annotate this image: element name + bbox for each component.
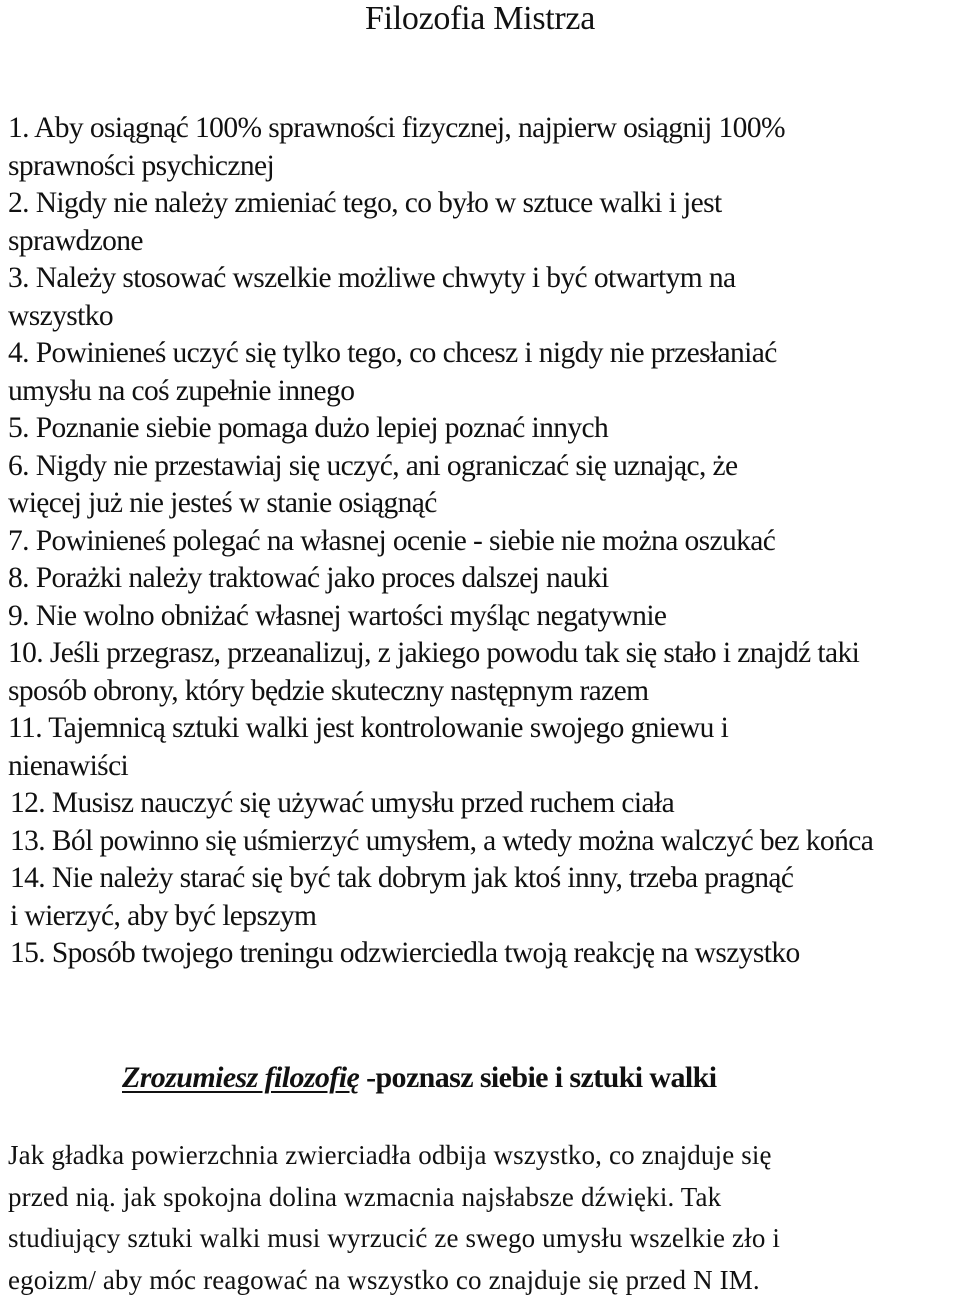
rule-item-continuation: sprawdzone [8, 223, 960, 261]
rule-item-continuation: umysłu na coś zupełnie innego [8, 373, 960, 411]
paragraph-line: Jak gładka powierzchnia zwierciadła odbija wszystko, co znajduje się [8, 1135, 960, 1177]
paragraph-line: egoizm/ aby móc reagować na wszystko co znajduje się przed N IM. [8, 1260, 960, 1301]
rule-item: 12. Musisz nauczyć się używać umysłu przed ruchem ciała [8, 785, 960, 823]
rule-item: 4. Powinieneś uczyć się tylko tego, co chcesz i nigdy nie przesłaniać [8, 335, 960, 373]
rule-item: 6. Nigdy nie przestawiaj się uczyć, ani ograniczać się uznając, że [8, 448, 960, 486]
rule-item: 5. Poznanie siebie pomaga dużo lepiej poznać innych [8, 410, 960, 448]
page-title: Filozofia Mistrza [0, 0, 960, 38]
rule-item: 14. Nie należy starać się być tak dobrym jak ktoś inny, trzeba pragnąć [8, 860, 960, 898]
rule-item: 3. Należy stosować wszelkie możliwe chwyty i być otwartym na [8, 260, 960, 298]
rule-item-continuation: więcej już nie jesteś w stanie osiągnąć [8, 485, 960, 523]
rule-item: 10. Jeśli przegrasz, przeanalizuj, z jakiego powodu tak się stało i znajdź taki [8, 635, 960, 673]
rule-item-continuation: i wierzyć, aby być lepszym [8, 898, 960, 936]
subtitle-emphasis: Zrozumiesz filozofię [122, 1061, 359, 1094]
rule-item-continuation: nienawiści [8, 748, 960, 786]
closing-paragraph [8, 1135, 960, 1301]
subtitle-rest: -poznasz siebie i sztuki walki [359, 1061, 716, 1094]
rule-item: 9. Nie wolno obniżać własnej wartości myśląc negatywnie [8, 598, 960, 636]
rule-item: 15. Sposób twojego treningu odzwierciedla twoją reakcję na wszystko [8, 935, 960, 973]
section-subtitle [122, 1058, 716, 1098]
rule-item: 7. Powinieneś polegać na własnej ocenie - siebie nie można oszukać [8, 523, 960, 561]
rule-item-continuation: wszystko [8, 298, 960, 336]
rule-item: 1. Aby osiągnąć 100% sprawności fizycznej, najpierw osiągnij 100% [8, 110, 960, 148]
rule-item: 2. Nigdy nie należy zmieniać tego, co było w sztuce walki i jest [8, 185, 960, 223]
rule-item: 13. Ból powinno się uśmierzyć umysłem, a wtedy można walczyć bez końca [8, 823, 960, 861]
rule-item-continuation: sposób obrony, który będzie skuteczny następnym razem [8, 673, 960, 711]
rule-item: 11. Tajemnicą sztuki walki jest kontrolowanie swojego gniewu i [8, 710, 960, 748]
paragraph-line: studiujący sztuki walki musi wyrzucić ze swego umysłu wszelkie zło i [8, 1218, 960, 1260]
rules-list [8, 110, 960, 973]
rule-item: 8. Porażki należy traktować jako proces dalszej nauki [8, 560, 960, 598]
paragraph-line: przed nią. jak spokojna dolina wzmacnia najsłabsze dźwięki. Tak [8, 1177, 960, 1219]
rule-item-continuation: sprawności psychicznej [8, 148, 960, 186]
